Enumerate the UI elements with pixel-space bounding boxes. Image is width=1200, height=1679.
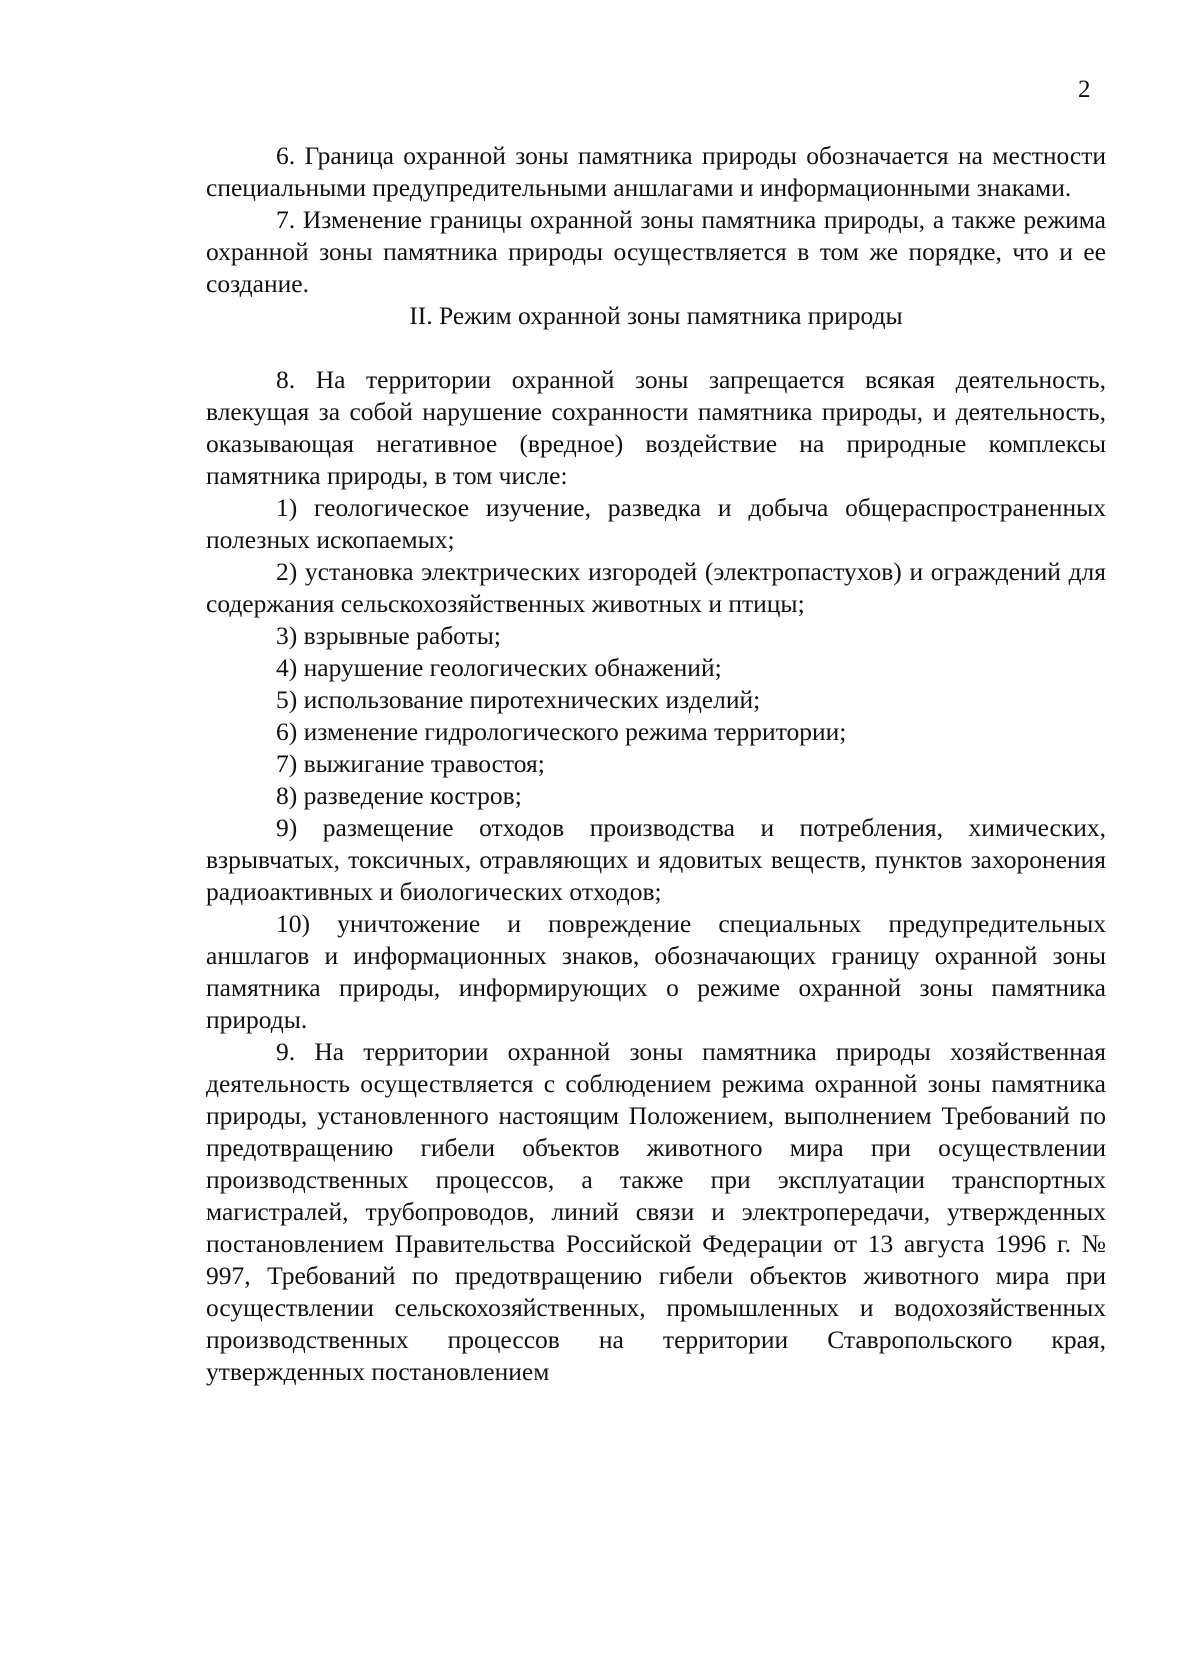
list-item: 3) взрывные работы; — [276, 621, 501, 650]
page-number: 2 — [1078, 76, 1091, 103]
list-item: 5) использование пиротехнических изделий; — [276, 685, 761, 714]
paragraph-6: 6. Граница охранной зоны памятника природы обозначается на местности специальными предупредительными аншлагами и информационными знаками. — [206, 141, 1106, 202]
paragraph-8-intro: 8. На территории охранной зоны запрещается всякая деятельность, влекущая за собой нарушение сохранности памятника природы, и деятельность, оказывающая негативное (вредное) воздействие на природные комплексы памятника природы, в том числе: — [206, 365, 1106, 490]
list-item: 8) разведение костров; — [276, 781, 522, 810]
paragraph-9: 9. На территории охранной зоны памятника природы хозяйственная деятельность осуществляется с соблюдением режима охранной зоны памятника природы, установленного настоящим Положением, выполнением Требований по предотвращению гибели объектов животного мира при осуществлении производственных процессов, а также при эксплуатации транспортных магистралей, трубопроводов, линий связи и электропередачи, утвержденных постановлением Правительства Российской Федерации от 13 августа 1996 г. № 997, Требований по предотвращению гибели объектов животного мира при осуществлении сельскохозяйственных, промышленных и водохозяйственных производственных процессов на территории Ставропольского края, утвержденных постановлением — [206, 1037, 1106, 1386]
prohibited-activities-list — [206, 492, 1106, 1036]
document-body — [206, 140, 1106, 1388]
section-heading: II. Режим охранной зоны памятника природы — [409, 301, 903, 330]
list-item: 4) нарушение геологических обнажений; — [276, 653, 722, 682]
paragraph-8 — [206, 364, 1106, 1036]
paragraph-7: 7. Изменение границы охранной зоны памятника природы, а также режима охранной зоны памятника природы осуществляется в том же порядке, что и ее создание. — [206, 205, 1106, 298]
list-item: 6) изменение гидрологического режима территории; — [276, 717, 847, 746]
list-item: 10) уничтожение и повреждение специальных предупредительных аншлагов и информационных знаков, обозначающих границу охранной зоны памятника природы, информирующих о режиме охранной зоны памятника природы. — [206, 909, 1106, 1034]
list-item: 9) размещение отходов производства и потребления, химических, взрывчатых, токсичных, отравляющих и ядовитых веществ, пунктов захоронения радиоактивных и биологических отходов; — [206, 813, 1106, 906]
list-item: 2) установка электрических изгородей (электропастухов) и ограждений для содержания сельскохозяйственных животных и птицы; — [206, 557, 1106, 618]
list-item: 1) геологическое изучение, разведка и добыча общераспространенных полезных ископаемых; — [206, 493, 1106, 554]
list-item: 7) выжигание травостоя; — [276, 749, 545, 778]
